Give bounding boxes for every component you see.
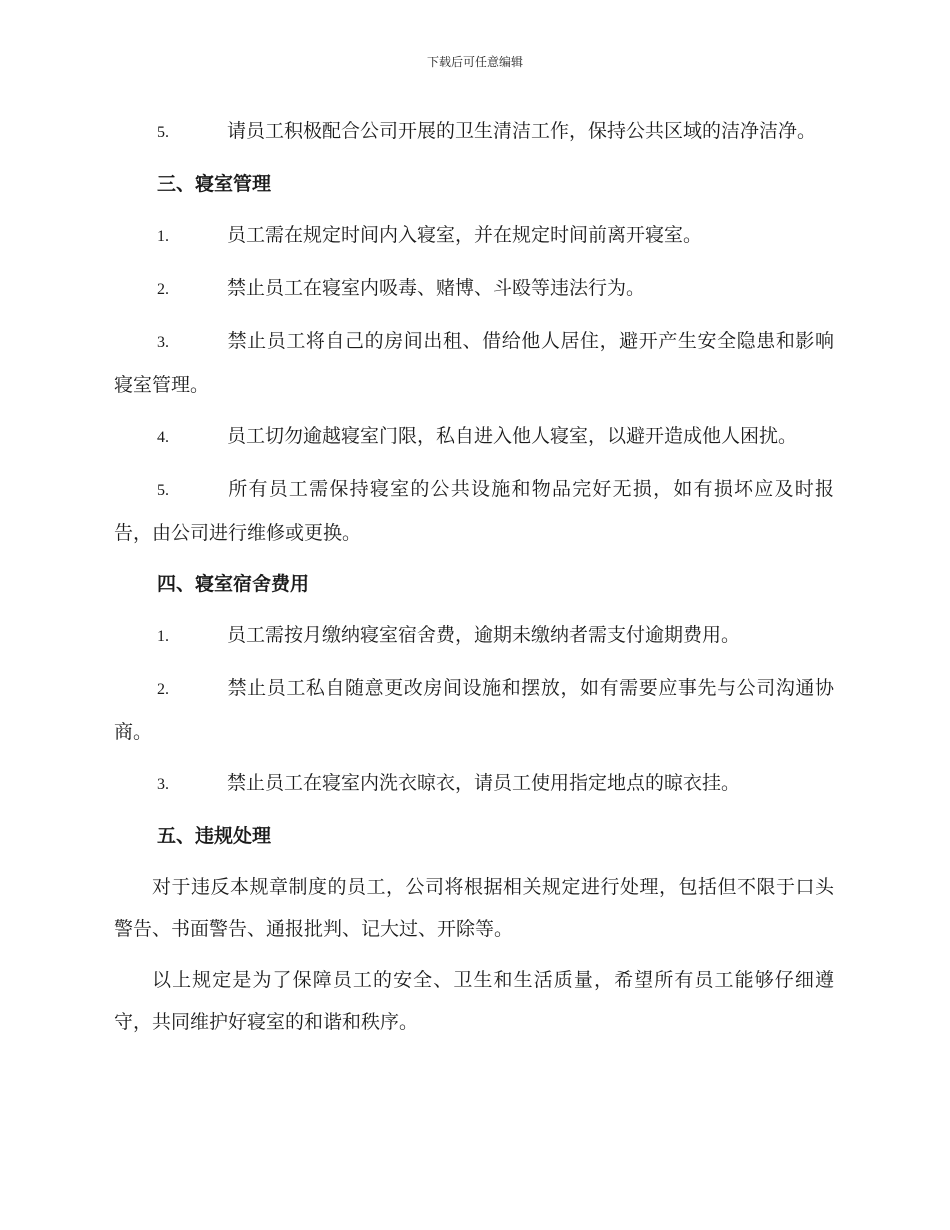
section-heading: 四、寝室宿舍费用 bbox=[157, 573, 310, 595]
item-number: 1. bbox=[157, 228, 169, 245]
list-item bbox=[114, 667, 834, 753]
paragraph: 对于违反本规章制度的员工，公司将根据相关规定进行处理，包括但不限于口头警告、书面警告、通报批判、记大过、开除等。 bbox=[114, 876, 834, 940]
section-heading: 三、寝室管理 bbox=[157, 173, 272, 195]
list-item bbox=[114, 110, 834, 154]
item-text: 员工切勿逾越寝室门限，私自进入他人寝室，以避开造成他人困扰。 bbox=[227, 425, 798, 447]
item-text: 请员工积极配合公司开展的卫生清洁工作，保持公共区域的洁净洁净。 bbox=[227, 120, 817, 142]
list-item bbox=[114, 762, 834, 806]
item-text: 禁止员工在寝室内洗衣晾衣，请员工使用指定地点的晾衣挂。 bbox=[227, 772, 741, 794]
list-item bbox=[114, 415, 834, 459]
item-text: 所有员工需保持寝室的公共设施和物品完好无损，如有损坏应及时报告，由公司进行维修或更换。 bbox=[114, 478, 834, 544]
item-text: 员工需在规定时间内入寝室，并在规定时间前离开寝室。 bbox=[227, 224, 703, 246]
item-number: 2. bbox=[157, 681, 169, 698]
list-item bbox=[114, 468, 834, 554]
section-heading: 五、违规处理 bbox=[157, 825, 272, 847]
item-number: 4. bbox=[157, 429, 169, 446]
list-item bbox=[114, 214, 834, 258]
list-item bbox=[114, 320, 834, 406]
list-item bbox=[114, 267, 834, 311]
paragraph: 以上规定是为了保障员工的安全、卫生和生活质量，希望所有员工能够仔细遵守，共同维护好寝室的和谐和秩序。 bbox=[114, 969, 834, 1033]
item-number: 3. bbox=[157, 334, 169, 351]
item-number: 3. bbox=[157, 776, 169, 793]
list-item bbox=[114, 614, 834, 658]
page-header: 下载后可任意编辑 bbox=[426, 55, 523, 69]
item-number: 1. bbox=[157, 628, 169, 645]
item-number: 2. bbox=[157, 281, 169, 298]
item-text: 员工需按月缴纳寝室宿舍费，逾期未缴纳者需支付逾期费用。 bbox=[227, 624, 741, 646]
item-text: 禁止员工在寝室内吸毒、赌博、斗殴等违法行为。 bbox=[227, 277, 646, 299]
item-number: 5. bbox=[157, 124, 169, 141]
document-body bbox=[114, 110, 834, 1052]
item-text: 禁止员工私自随意更改房间设施和摆放，如有需要应事先与公司沟通协商。 bbox=[114, 677, 834, 743]
item-number: 5. bbox=[157, 482, 169, 499]
item-text: 禁止员工将自己的房间出租、借给他人居住，避开产生安全隐患和影响寝室管理。 bbox=[114, 330, 834, 396]
